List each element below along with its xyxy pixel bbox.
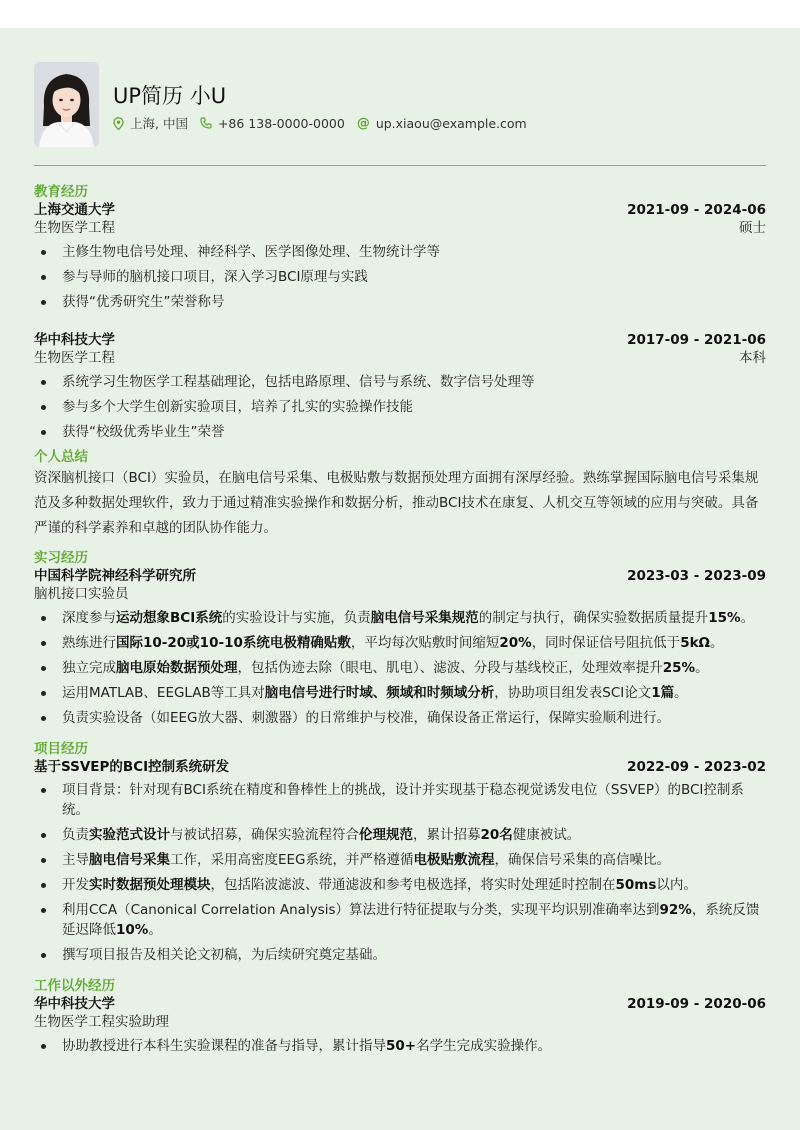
list-item: 参与多个大学生创新实验项目，培养了扎实的实验操作技能 (34, 397, 766, 417)
role-title: 生物医学工程实验助理 (34, 1014, 169, 1030)
organization-name: 华中科技大学 (34, 996, 115, 1012)
text-segment: ，包括伪迹去除（眼电、肌电）、滤波、分段与基线校正，处理效率提升 (237, 660, 663, 676)
section-title-other: 工作以外经历 (34, 978, 115, 994)
education-entry (34, 201, 766, 312)
text-segment: 。 (695, 660, 709, 676)
education-section (34, 183, 766, 442)
list-item: 系统学习生物医学工程基础理论，包括电路原理、信号与系统、数字信号处理等 (34, 372, 766, 392)
summary-text: 资深脑机接口（BCI）实验员，在脑电信号采集、电极贴敷与数据预处理方面拥有深厚经验。熟练掌握国际脑电信号采集规范及多种数据处理软件，致力于通过精准实验操作和数据分析，推动BCI技术在康复、人机交互等领域的应用与突破。具备严谨的科学素养和卓越的团队协作能力。 (34, 470, 759, 536)
contact-phone[interactable] (200, 116, 345, 131)
bold-text: 92% (659, 902, 692, 918)
location-pin-icon (113, 117, 124, 130)
text-segment: 运用MATLAB、EEGLAB等工具对 (62, 685, 265, 701)
school-name: 上海交通大学 (34, 202, 115, 218)
text-segment: ，协助项目组发表SCI论文 (494, 685, 652, 701)
list-item: 获得“校级优秀毕业生”荣誉 (34, 422, 766, 442)
bold-text: 50ms (615, 877, 657, 893)
project-name: 基于SSVEP的BCI控制系统研发 (34, 759, 230, 775)
bold-text: 脑电信号进行时域、频域和时频域分析 (264, 685, 495, 701)
bold-text: 脑电信号采集 (89, 852, 170, 868)
location-text: 上海, 中国 (130, 116, 188, 131)
bold-text: 脑电信号采集规范 (370, 610, 479, 626)
text-segment: 开发 (62, 877, 89, 893)
entry-subheader (34, 219, 766, 238)
entry-header (34, 331, 766, 349)
entry-header (34, 758, 766, 776)
at-icon: @ (356, 115, 370, 131)
bold-text: 15% (708, 610, 741, 626)
summary-section (34, 448, 766, 541)
entry-dates: 2023-03 - 2023-09 (627, 568, 766, 584)
text-segment: 项目背景：针对现有BCI系统在精度和鲁棒性上的挑战，设计并实现基于稳态视觉诱发电位（SSVEP）的BCI控制系统。 (62, 782, 744, 818)
text-segment: ，同时保证信号阻抗低于 (531, 635, 681, 651)
internship-section (34, 549, 766, 728)
list-item: 主修生物电信号处理、神经科学、医学图像处理、生物统计学等 (34, 242, 766, 262)
entry-header (34, 995, 766, 1013)
bold-text: 脑电原始数据预处理 (116, 660, 238, 676)
bold-text: 运动想象BCI系统 (116, 610, 223, 626)
list-item (34, 683, 766, 703)
text-segment: ，平均每次贴敷时间缩短 (350, 635, 500, 651)
entry-header (34, 201, 766, 219)
phone-icon (200, 117, 212, 129)
text-segment: 主导 (62, 852, 89, 868)
email-text: up.xiaou@example.com (375, 115, 527, 131)
text-segment: 深度参与 (62, 610, 116, 626)
bold-text: 电极贴敷流程 (413, 852, 495, 868)
bullet-list (34, 242, 766, 312)
list-item (34, 708, 766, 728)
text-segment: ，系统反馈延迟降低 (62, 902, 760, 938)
text-segment: ，累计招募 (413, 827, 481, 843)
text-segment: 利用CCA（Canonical Correlation Analysis）算法进行特征提取与分类，实现平均识别准确率达到 (62, 902, 660, 918)
school-name: 华中科技大学 (34, 332, 115, 348)
section-title-project: 项目经历 (34, 741, 88, 757)
bold-text: 20名 (480, 827, 513, 843)
entry-subheader (34, 349, 766, 368)
bullet-list (34, 608, 766, 728)
list-item (34, 850, 766, 870)
bullet-list (34, 780, 766, 965)
text-segment: 熟练进行 (62, 635, 116, 651)
text-segment: 健康被试。 (512, 827, 581, 843)
resume-page (34, 28, 766, 1061)
bullet-list (34, 1036, 766, 1056)
text-segment: 协助教授进行本科生实验课程的准备与指导，累计指导 (62, 1038, 386, 1054)
bold-text: 20% (499, 635, 532, 651)
text-segment: ，包括陷波滤波、带通滤波和参考电极选择，将实时处理延时控制在 (210, 877, 616, 893)
entry-dates: 2022-09 - 2023-02 (627, 759, 766, 775)
text-segment: 。 (674, 685, 688, 701)
text-segment: ，确保信号采集的高信噪比。 (494, 852, 671, 868)
section-title-education: 教育经历 (34, 184, 88, 200)
entry-dates: 2019-09 - 2020-06 (627, 996, 766, 1012)
major: 生物医学工程 (34, 220, 115, 236)
candidate-name: UP简历 小U (113, 84, 227, 108)
text-segment: 工作，采用高密度EEG系统，并严格遵循 (170, 852, 414, 868)
header-divider (34, 165, 766, 166)
bold-text: 10% (116, 922, 149, 938)
education-entry (34, 331, 766, 442)
bold-text: 实时数据预处理模块 (89, 877, 211, 893)
text-segment: 以内。 (656, 877, 697, 893)
list-item (34, 780, 766, 820)
entry-dates: 2017-09 - 2021-06 (627, 332, 766, 348)
entry-dates: 2021-09 - 2024-06 (627, 202, 766, 218)
profile-photo (34, 62, 99, 147)
bold-text: 1篇 (651, 685, 675, 701)
section-title-summary: 个人总结 (34, 449, 88, 465)
list-item (34, 658, 766, 678)
phone-text: +86 138-0000-0000 (217, 115, 345, 131)
list-item (34, 633, 766, 653)
bold-text: 国际10-20或10-10系统电极精确贴敷 (116, 635, 351, 651)
text-segment: 负责实验设备（如EEG放大器、刺激器）的日常维护与校准，确保设备正常运行，保障实验顺利进行。 (62, 710, 671, 726)
role-title: 脑机接口实验员 (34, 586, 129, 602)
text-segment: 。 (740, 610, 755, 626)
list-item (34, 875, 766, 895)
text-segment: 。 (148, 922, 162, 938)
entry-header (34, 567, 766, 585)
top-blank-bar (0, 0, 800, 28)
bold-text: 实验范式设计 (89, 827, 170, 843)
degree: 本科 (739, 350, 766, 366)
text-segment: 的制定与执行，确保实验数据质量提升 (478, 610, 709, 626)
contact-email[interactable] (357, 116, 527, 131)
degree: 硕士 (739, 220, 766, 236)
bold-text: 50+ (386, 1038, 417, 1054)
entry-subheader (34, 585, 766, 604)
text-segment: 撰写项目报告及相关论文初稿，为后续研究奠定基础。 (62, 947, 386, 963)
text-segment: 负责 (62, 827, 89, 843)
list-item: 参与导师的脑机接口项目，深入学习BCI原理与实践 (34, 267, 766, 287)
text-segment: 独立完成 (62, 660, 116, 676)
spacer (34, 317, 766, 331)
text-segment: 。 (710, 635, 724, 651)
major: 生物医学工程 (34, 350, 115, 366)
list-item (34, 825, 766, 845)
bold-text: 5kΩ (680, 635, 711, 651)
section-title-internship: 实习经历 (34, 550, 88, 566)
text-segment: 名学生完成实验操作。 (416, 1038, 552, 1054)
entry-subheader (34, 1013, 766, 1032)
bold-text: 伦理规范 (359, 827, 413, 843)
text-segment: 的实验设计与实施，负责 (222, 610, 371, 626)
list-item (34, 608, 766, 628)
list-item: 获得“优秀研究生”荣誉称号 (34, 292, 766, 312)
project-section (34, 740, 766, 965)
organization-name: 中国科学院神经科学研究所 (34, 568, 196, 584)
resume-header (34, 28, 766, 166)
contact-location (113, 114, 188, 132)
list-item (34, 945, 766, 965)
other-experience-section (34, 977, 766, 1056)
bold-text: 25% (662, 660, 696, 676)
list-item (34, 900, 766, 940)
list-item (34, 1036, 766, 1056)
text-segment: 与被试招募，确保实验流程符合 (170, 827, 359, 843)
bullet-list (34, 372, 766, 442)
contact-row (113, 114, 539, 132)
